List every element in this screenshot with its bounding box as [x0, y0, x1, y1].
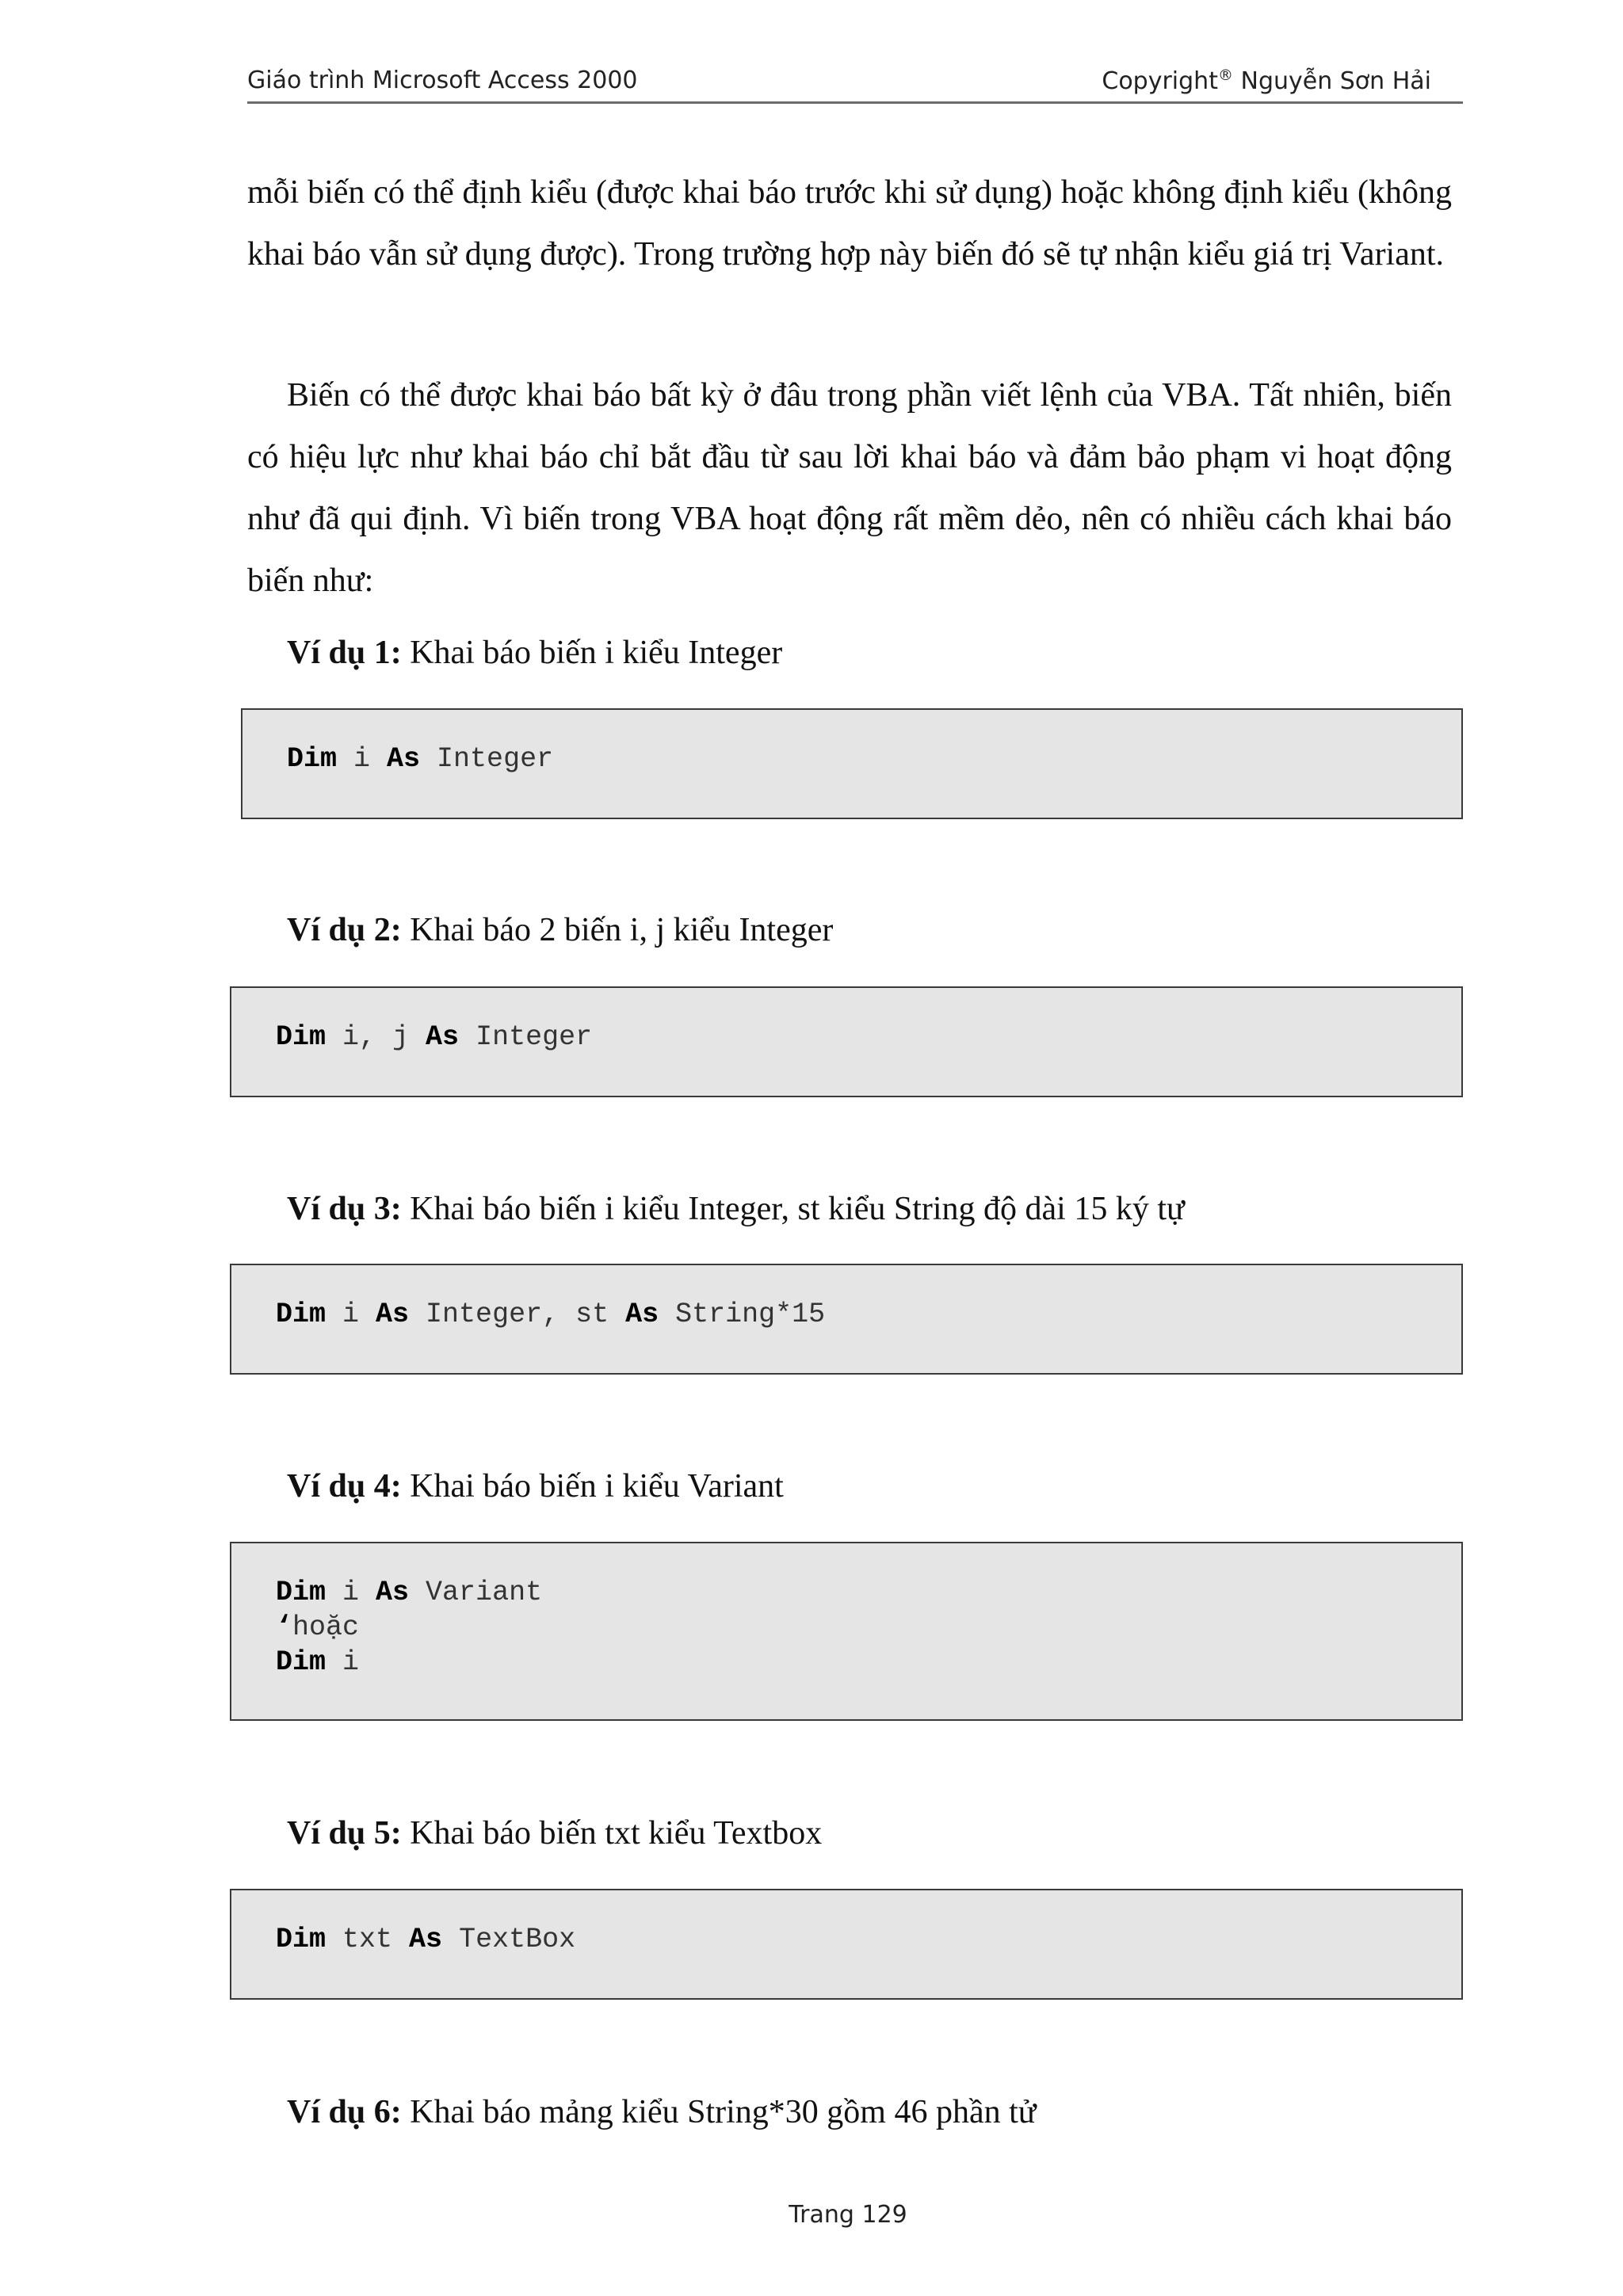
code-token: i	[326, 1577, 376, 1608]
example-2-text: Khai báo 2 biến i, j kiểu Integer	[401, 912, 834, 948]
example-1-label: Ví dụ 1:	[287, 635, 402, 671]
example-2-caption	[287, 911, 833, 949]
code-keyword: As	[409, 1924, 443, 1955]
code-keyword: As	[625, 1299, 659, 1330]
example-5-caption	[287, 1814, 822, 1852]
code-block-1	[241, 708, 1463, 819]
code-block-3	[230, 1264, 1463, 1375]
code-token: Integer	[459, 1021, 593, 1053]
code-block-4	[230, 1542, 1463, 1721]
code-block-2	[230, 986, 1463, 1097]
code-keyword: Dim	[276, 1577, 327, 1608]
code-token: Integer, st	[409, 1299, 626, 1330]
example-1-text: Khai báo biến i kiểu Integer	[401, 635, 783, 671]
code-keyword: Dim	[276, 1646, 327, 1678]
example-6-caption	[287, 2093, 1037, 2131]
code-token: hoặc	[292, 1611, 360, 1643]
code-keyword: Dim	[276, 1924, 327, 1955]
code-line	[276, 1297, 1461, 1332]
code-token: Integer	[420, 743, 554, 775]
code-line	[287, 742, 1461, 776]
example-4-caption	[287, 1467, 784, 1505]
header-title: Giáo trình Microsoft Access 2000	[247, 67, 638, 94]
example-4-label: Ví dụ 4:	[287, 1468, 402, 1505]
example-6-text: Khai báo mảng kiểu String*30 gồm 46 phần tử	[401, 2094, 1037, 2130]
code-keyword: Dim	[276, 1299, 327, 1330]
code-token: i	[337, 743, 388, 775]
example-2-label: Ví dụ 2:	[287, 912, 402, 948]
page-number: Trang 129	[789, 2201, 907, 2229]
paragraph-1: mỗi biến có thể định kiểu (được khai báo trước khi sử dụng) hoặc không định kiểu (không khai báo vẫn sử dụng được). Trong trường hợp này biến đó sẽ tự nhận kiểu giá trị Variant.	[247, 174, 1452, 273]
example-6-label: Ví dụ 6:	[287, 2094, 402, 2130]
code-keyword: As	[387, 743, 421, 775]
code-token: i, j	[326, 1021, 426, 1053]
paragraph-2: Biến có thể được khai báo bất kỳ ở đâu trong phần viết lệnh của VBA. Tất nhiên, biến có hiệu lực như khai báo chỉ bắt đầu từ sau lời khai báo và đảm bảo phạm vi hoạt động như đã qui định. Vì biến trong VBA hoạt động rất mềm dẻo, nên có nhiều cách khai báo biến như:	[247, 377, 1452, 599]
registered-mark: ®	[1217, 67, 1233, 84]
page-header	[247, 62, 1463, 104]
example-3-label: Ví dụ 3:	[287, 1191, 402, 1227]
example-1-caption	[287, 634, 782, 672]
code-line	[276, 1020, 1461, 1055]
example-3-caption	[287, 1190, 1185, 1228]
code-line	[276, 1922, 1461, 1957]
example-3-text: Khai báo biến i kiểu Integer, st kiểu String độ dài 15 ký tự	[401, 1191, 1185, 1227]
author-name: Nguyễn Sơn Hải	[1232, 67, 1431, 95]
code-keyword: Dim	[287, 743, 338, 775]
header-copyright	[1102, 67, 1431, 95]
code-keyword: As	[426, 1021, 460, 1053]
example-4-text: Khai báo biến i kiểu Variant	[401, 1468, 784, 1505]
code-keyword: As	[376, 1577, 410, 1608]
code-token: String*15	[659, 1299, 826, 1330]
code-token: i	[326, 1299, 376, 1330]
code-keyword: ‘	[276, 1611, 293, 1643]
code-token: TextBox	[442, 1924, 576, 1955]
code-block-5	[230, 1889, 1463, 2000]
example-5-label: Ví dụ 5:	[287, 1815, 402, 1852]
code-token: Variant	[409, 1577, 543, 1608]
code-line	[276, 1645, 1461, 1680]
example-5-text: Khai báo biến txt kiểu Textbox	[401, 1815, 823, 1852]
code-line	[276, 1610, 1461, 1645]
code-token: i	[326, 1646, 360, 1678]
copyright-word: Copyright	[1102, 67, 1218, 95]
code-token: txt	[326, 1924, 410, 1955]
code-keyword: As	[376, 1299, 410, 1330]
code-line	[276, 1575, 1461, 1610]
code-keyword: Dim	[276, 1021, 327, 1053]
